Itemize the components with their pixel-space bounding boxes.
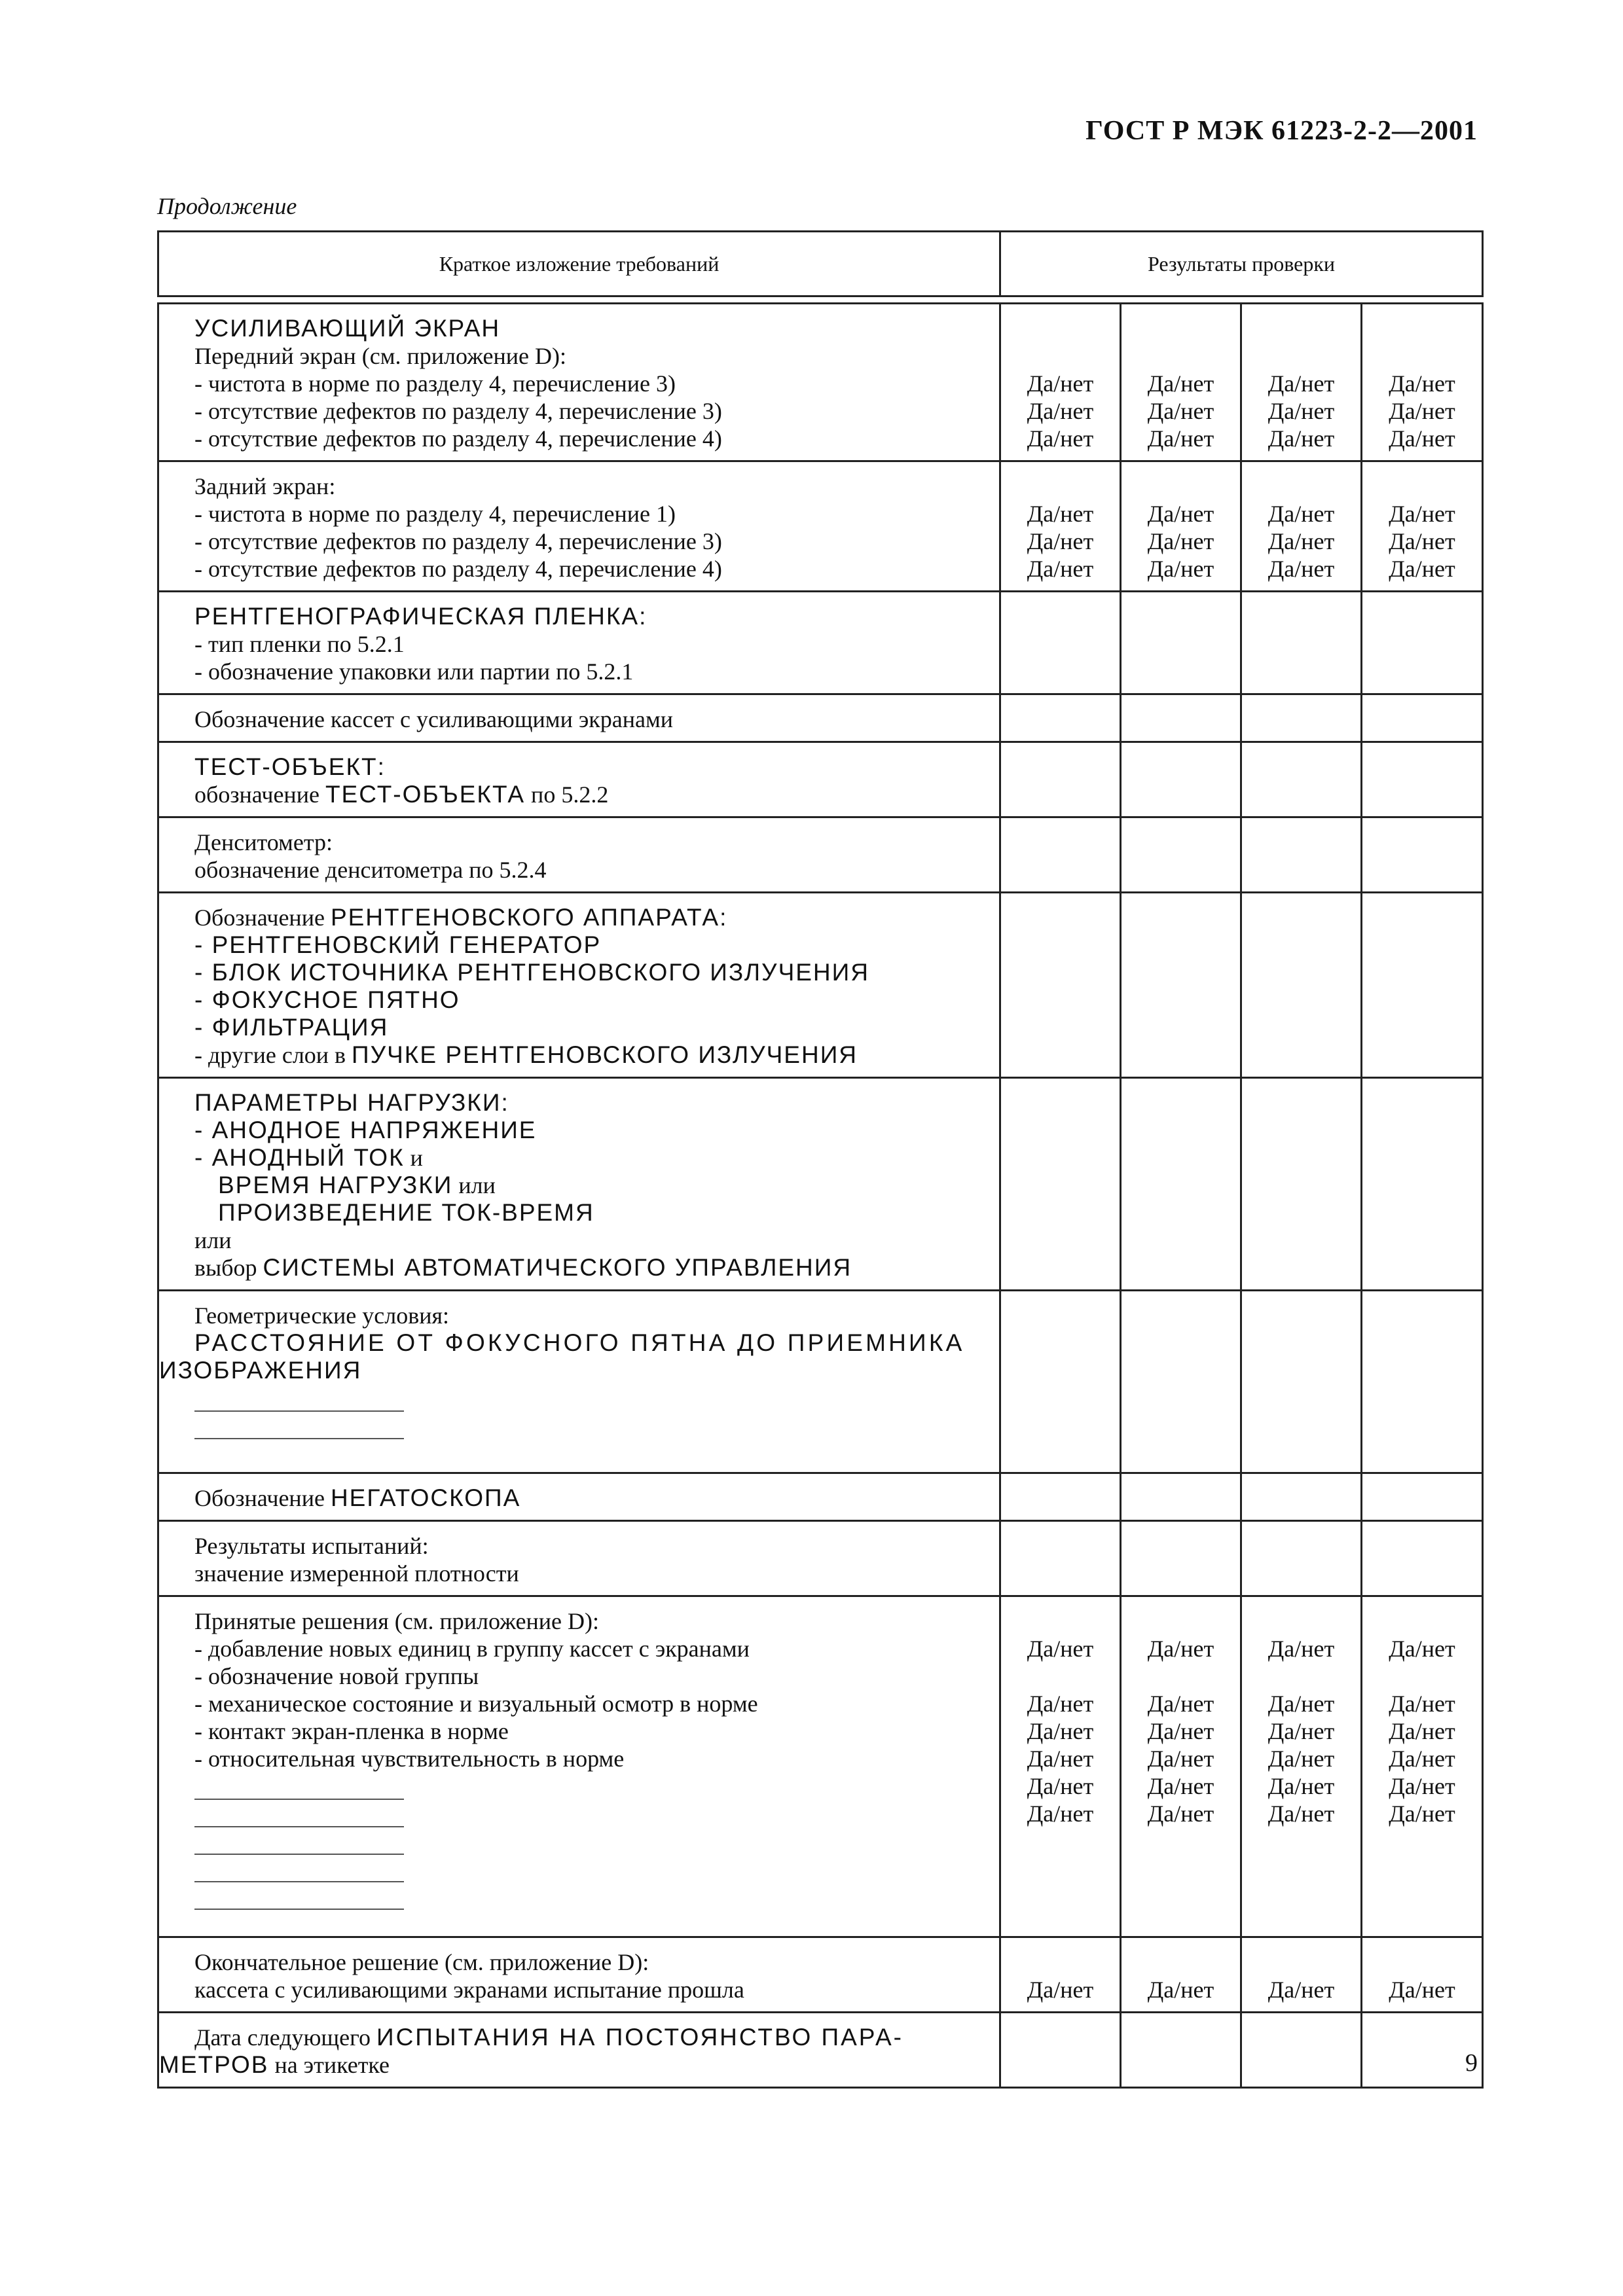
- yes-no-value: Да/нет: [1027, 1977, 1094, 2003]
- test-results-line: значение измеренной плотности: [194, 1560, 519, 1587]
- yes-no-value: Да/нет: [1147, 370, 1214, 397]
- requirement-xray-apparatus: [158, 893, 1000, 1078]
- header-separator: [158, 296, 1483, 304]
- yes-no-value: Да/нет: [1027, 1773, 1094, 1799]
- yes-no-value: Да/нет: [1389, 1773, 1455, 1799]
- yes-no-value: Да/нет: [1147, 1718, 1214, 1744]
- result-cell: [1121, 1291, 1241, 1473]
- table-row-film: [158, 592, 1483, 694]
- list-item: - отсутствие дефектов по разделу 4, перечисление 3): [194, 398, 722, 424]
- list-item: - добавление новых единиц в группу кассет с экранами: [194, 1636, 750, 1662]
- result-cell: [1000, 2013, 1121, 2088]
- back-screen-title: Задний экран:: [194, 473, 336, 499]
- yes-no-value: Да/нет: [1147, 398, 1214, 424]
- yes-no-value: Да/нет: [1389, 1691, 1455, 1717]
- result-cell: [1121, 1521, 1241, 1596]
- yes-no-value: Да/нет: [1389, 556, 1455, 582]
- next-date-caps1: ИСПЫТАНИЯ НА ПОСТОЯНСТВО ПАРА-: [376, 2024, 903, 2051]
- result-cell: [1121, 304, 1241, 461]
- yes-no-value: Да/нет: [1147, 528, 1214, 554]
- result-cell: [1121, 461, 1241, 592]
- yes-no-value: Да/нет: [1267, 398, 1335, 424]
- yes-no-value: Да/нет: [1027, 1636, 1094, 1662]
- result-cell: [1362, 1596, 1483, 1937]
- requirements-table: [157, 230, 1484, 2089]
- yes-no-value: Да/нет: [1147, 501, 1214, 527]
- result-cell: [1121, 742, 1241, 817]
- geometry-line1: РАССТОЯНИЕ ОТ ФОКУСНОГО ПЯТНА ДО ПРИЕМНИКА: [194, 1329, 965, 1356]
- yes-no-value: Да/нет: [1267, 501, 1335, 527]
- yes-no-value: Да/нет: [1147, 556, 1214, 582]
- result-cell: [1000, 817, 1121, 893]
- list-item: - ФИЛЬТРАЦИЯ: [194, 1014, 389, 1041]
- yes-no-value: Да/нет: [1147, 1746, 1214, 1772]
- requirement-test-object: [158, 742, 1000, 817]
- result-cell: [1362, 1521, 1483, 1596]
- result-cell: [1241, 461, 1362, 592]
- apparatus-prefix: Обозначение: [194, 905, 331, 931]
- load-item2-suffix: и: [404, 1145, 423, 1171]
- result-cell: [1121, 592, 1241, 694]
- requirement-load-params: [158, 1078, 1000, 1291]
- list-item: - РЕНТГЕНОВСКИЙ ГЕНЕРАТОР: [194, 931, 602, 958]
- next-date-suffix: на этикетке: [268, 2052, 390, 2078]
- test-object-caps: ТЕСТ-ОБЪЕКТА: [325, 781, 526, 808]
- yes-no-value: Да/нет: [1389, 425, 1455, 452]
- result-cell: [1000, 461, 1121, 592]
- result-cell: [1121, 1473, 1241, 1521]
- load-last-prefix: выбор: [194, 1255, 263, 1281]
- yes-no-value: Да/нет: [1027, 425, 1094, 452]
- yes-no-value: Да/нет: [1147, 425, 1214, 452]
- list-item: - обозначение упаковки или партии по 5.2.1: [194, 658, 634, 685]
- result-cell: [1000, 1473, 1121, 1521]
- table-row-cassettes: [158, 694, 1483, 742]
- result-cell: [1241, 1937, 1362, 2013]
- requirement-decisions: [158, 1596, 1000, 1937]
- yes-no-value: Да/нет: [1027, 370, 1094, 397]
- result-cell: [1362, 742, 1483, 817]
- yes-no-value: Да/нет: [1389, 370, 1455, 397]
- result-cell: [1000, 742, 1121, 817]
- document-code: ГОСТ Р МЭК 61223-2-2—2001: [1085, 116, 1478, 146]
- result-cell: [1121, 1078, 1241, 1291]
- result-cell: [1362, 1473, 1483, 1521]
- list-item: - чистота в норме по разделу 4, перечисление 1): [194, 501, 676, 527]
- viewer-prefix: Обозначение: [194, 1485, 331, 1511]
- table-row-front-screen: [158, 304, 1483, 461]
- result-cell: [1362, 694, 1483, 742]
- yes-no-value: Да/нет: [1147, 1636, 1214, 1662]
- result-cell: [1000, 1596, 1121, 1937]
- result-cell: [1000, 304, 1121, 461]
- list-item: - относительная чувствительность в норме: [194, 1746, 625, 1772]
- test-results-title: Результаты испытаний:: [194, 1533, 429, 1559]
- list-item: - ФОКУСНОЕ ПЯТНО: [194, 986, 460, 1013]
- requirement-test-results: [158, 1521, 1000, 1596]
- list-item: - АНОДНОЕ НАПРЯЖЕНИЕ: [194, 1117, 537, 1143]
- yes-no-value: Да/нет: [1027, 1801, 1094, 1827]
- column-header-requirements: Краткое изложение требований: [158, 232, 1000, 296]
- result-cell: [1000, 592, 1121, 694]
- table-row-viewer: [158, 1473, 1483, 1521]
- result-cell: [1121, 1937, 1241, 2013]
- yes-no-value: Да/нет: [1267, 1691, 1335, 1717]
- blank-line: [194, 1800, 404, 1827]
- result-cell: [1241, 817, 1362, 893]
- requirement-geometry: [158, 1291, 1000, 1473]
- yes-no-value: Да/нет: [1267, 528, 1335, 554]
- yes-no-value: Да/нет: [1389, 1977, 1455, 2003]
- result-cell: [1000, 1078, 1121, 1291]
- column-header-results: Результаты проверки: [1000, 232, 1483, 296]
- next-date-prefix: Дата следующего: [194, 2024, 376, 2051]
- film-title: РЕНТГЕНОГРАФИЧЕСКАЯ ПЛЕНКА:: [194, 603, 647, 630]
- yes-no-value: Да/нет: [1267, 1977, 1335, 2003]
- blank-line: [194, 1384, 404, 1412]
- table-row-next-date: [158, 2013, 1483, 2088]
- table-row-test-results: [158, 1521, 1483, 1596]
- yes-no-value: Да/нет: [1027, 1746, 1094, 1772]
- yes-no-value: Да/нет: [1027, 398, 1094, 424]
- yes-no-value: Да/нет: [1027, 528, 1094, 554]
- yes-no-value: Да/нет: [1027, 556, 1094, 582]
- result-cell: [1241, 1078, 1362, 1291]
- load-item4: ПРОИЗВЕДЕНИЕ ТОК-ВРЕМЯ: [218, 1199, 594, 1226]
- load-item3-caps: ВРЕМЯ НАГРУЗКИ: [218, 1172, 453, 1198]
- yes-no-value: Да/нет: [1267, 1746, 1335, 1772]
- yes-no-value: Да/нет: [1147, 1691, 1214, 1717]
- list-item: - БЛОК ИСТОЧНИКА РЕНТГЕНОВСКОГО ИЗЛУЧЕНИЯ: [194, 959, 869, 986]
- apparatus-title: РЕНТГЕНОВСКОГО АППАРАТА:: [330, 904, 728, 931]
- requirement-next-date: [158, 2013, 1000, 2088]
- result-cell: [1121, 893, 1241, 1078]
- table-row-load-params: [158, 1078, 1483, 1291]
- result-cell: [1362, 1291, 1483, 1473]
- result-cell: [1362, 817, 1483, 893]
- test-object-prefix: обозначение: [194, 781, 325, 808]
- list-item: - обозначение новой группы: [194, 1663, 479, 1689]
- result-cell: [1362, 1078, 1483, 1291]
- page-number: 9: [1465, 2049, 1478, 2077]
- yes-no-value: Да/нет: [1389, 1718, 1455, 1744]
- result-cell: [1362, 592, 1483, 694]
- list-item: - отсутствие дефектов по разделу 4, перечисление 3): [194, 528, 722, 554]
- blank-line: [194, 1412, 404, 1439]
- load-item3-suffix: или: [452, 1172, 496, 1198]
- table-row-back-screen: [158, 461, 1483, 592]
- yes-no-value: Да/нет: [1147, 1801, 1214, 1827]
- result-cell: [1000, 893, 1121, 1078]
- list-item: - отсутствие дефектов по разделу 4, перечисление 4): [194, 425, 722, 452]
- list-item: - отсутствие дефектов по разделу 4, перечисление 4): [194, 556, 722, 582]
- result-cell: [1362, 304, 1483, 461]
- result-cell: [1241, 304, 1362, 461]
- yes-no-value: Да/нет: [1389, 398, 1455, 424]
- load-item2-caps: - АНОДНЫЙ ТОК: [194, 1144, 405, 1171]
- yes-no-value: Да/нет: [1389, 1746, 1455, 1772]
- screens-title: УСИЛИВАЮЩИЙ ЭКРАН: [194, 315, 501, 342]
- front-screen-title: Передний экран (см. приложение D):: [194, 343, 567, 369]
- result-cell: [1362, 893, 1483, 1078]
- requirement-cassettes: [158, 694, 1000, 742]
- yes-no-value: Да/нет: [1389, 1636, 1455, 1662]
- list-item: - тип пленки по 5.2.1: [194, 631, 405, 657]
- continuation-label: Продолжение: [157, 193, 297, 219]
- yes-no-value: Да/нет: [1389, 528, 1455, 554]
- table-row-decisions: [158, 1596, 1483, 1937]
- test-object-title: ТЕСТ-ОБЪЕКТ:: [194, 753, 386, 780]
- requirement-back-screen: [158, 461, 1000, 592]
- result-cell: [1241, 1291, 1362, 1473]
- list-item: - чистота в норме по разделу 4, перечисление 3): [194, 370, 676, 397]
- blank-line: [194, 1772, 404, 1800]
- requirement-film: [158, 592, 1000, 694]
- table-row-final-decision: [158, 1937, 1483, 2013]
- result-cell: [1121, 694, 1241, 742]
- yes-no-value: Да/нет: [1267, 425, 1335, 452]
- table-row-xray-apparatus: [158, 893, 1483, 1078]
- requirement-viewer: [158, 1473, 1000, 1521]
- table-row-densitometer: [158, 817, 1483, 893]
- result-cell: [1241, 742, 1362, 817]
- decisions-title: Принятые решения (см. приложение D):: [194, 1608, 599, 1634]
- list-item: - механическое состояние и визуальный осмотр в норме: [194, 1691, 758, 1717]
- result-cell: [1000, 1521, 1121, 1596]
- result-cell: [1241, 694, 1362, 742]
- geometry-title: Геометрические условия:: [194, 1302, 450, 1329]
- yes-no-value: Да/нет: [1147, 1773, 1214, 1799]
- table-row-geometry: [158, 1291, 1483, 1473]
- result-cell: [1362, 461, 1483, 592]
- blank-line: [194, 1882, 404, 1910]
- load-or: или: [194, 1227, 232, 1253]
- yes-no-value: Да/нет: [1267, 1773, 1335, 1799]
- result-cell: [1000, 694, 1121, 742]
- load-params-title: ПАРАМЕТРЫ НАГРУЗКИ:: [194, 1089, 509, 1116]
- requirement-front-screen: [158, 304, 1000, 461]
- result-cell: [1362, 1937, 1483, 2013]
- cassettes-label: Обозначение кассет с усиливающими экранами: [194, 706, 674, 732]
- next-date-caps2: МЕТРОВ: [159, 2051, 269, 2078]
- blank-line: [194, 1827, 404, 1855]
- yes-no-value: Да/нет: [1267, 1636, 1335, 1662]
- result-cell: [1362, 2013, 1483, 2088]
- result-cell: [1241, 1473, 1362, 1521]
- apparatus-last-caps: ПУЧКЕ РЕНТГЕНОВСКОГО ИЗЛУЧЕНИЯ: [352, 1041, 858, 1068]
- table-header-row: [158, 232, 1483, 296]
- result-cell: [1000, 1937, 1121, 2013]
- yes-no-value: Да/нет: [1027, 501, 1094, 527]
- apparatus-last-prefix: - другие слои в: [194, 1042, 352, 1068]
- result-cell: [1241, 893, 1362, 1078]
- table-row-test-object: [158, 742, 1483, 817]
- yes-no-value: Да/нет: [1267, 556, 1335, 582]
- yes-no-value: Да/нет: [1389, 1801, 1455, 1827]
- requirement-final-decision: [158, 1937, 1000, 2013]
- densitometer-line: обозначение денситометра по 5.2.4: [194, 857, 547, 883]
- result-cell: [1121, 817, 1241, 893]
- result-cell: [1241, 2013, 1362, 2088]
- yes-no-value: Да/нет: [1267, 1718, 1335, 1744]
- yes-no-value: Да/нет: [1027, 1718, 1094, 1744]
- densitometer-title: Денситометр:: [194, 829, 333, 855]
- yes-no-value: Да/нет: [1389, 501, 1455, 527]
- requirement-densitometer: [158, 817, 1000, 893]
- result-cell: [1000, 1291, 1121, 1473]
- final-line: кассета с усиливающими экранами испытание прошла: [194, 1977, 744, 2003]
- yes-no-value: Да/нет: [1027, 1691, 1094, 1717]
- test-object-suffix: по 5.2.2: [525, 781, 609, 808]
- final-title: Окончательное решение (см. приложение D):: [194, 1949, 649, 1975]
- result-cell: [1241, 592, 1362, 694]
- geometry-line2: ИЗОБРАЖЕНИЯ: [159, 1357, 362, 1384]
- yes-no-value: Да/нет: [1147, 1977, 1214, 2003]
- viewer-caps: НЕГАТОСКОПА: [330, 1484, 521, 1511]
- result-cell: [1241, 1596, 1362, 1937]
- list-item: - контакт экран-пленка в норме: [194, 1718, 509, 1744]
- result-cell: [1121, 2013, 1241, 2088]
- result-cell: [1241, 1521, 1362, 1596]
- result-cell: [1121, 1596, 1241, 1937]
- load-last-caps: СИСТЕМЫ АВТОМАТИЧЕСКОГО УПРАВЛЕНИЯ: [263, 1254, 852, 1281]
- yes-no-value: Да/нет: [1267, 1801, 1335, 1827]
- yes-no-value: Да/нет: [1267, 370, 1335, 397]
- blank-line: [194, 1855, 404, 1882]
